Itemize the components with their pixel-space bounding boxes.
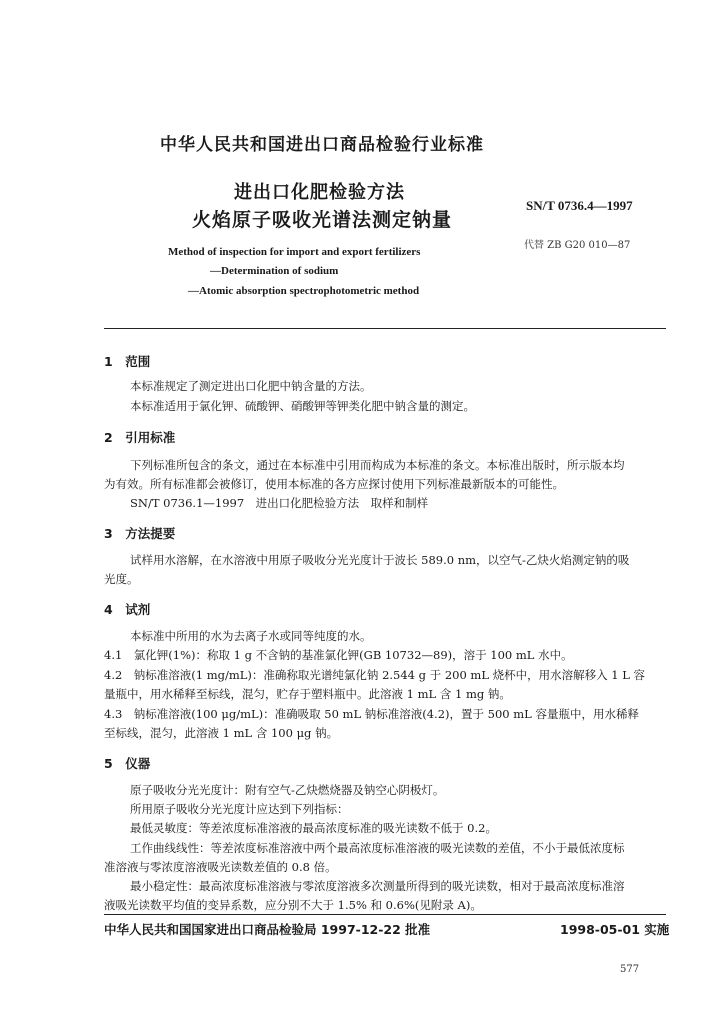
section-5-para-1: 原子吸收分光光度计：附有空气-乙炔燃烧器及钠空心阴极灯。 bbox=[130, 783, 445, 797]
standard-title-line1: 进出口化肥检验方法 bbox=[234, 182, 405, 203]
section-5-para-5a: 最小稳定性：最高浓度标准溶液与零浓度溶液多次测量所得到的吸光读数，相对于最高浓度标准溶 bbox=[130, 879, 625, 893]
standard-code: SN/T 0736.4—1997 bbox=[526, 198, 633, 213]
section-1-para-2: 本标准适用于氯化钾、硫酸钾、硝酸钾等钾类化肥中钠含量的测定。 bbox=[130, 399, 475, 413]
section-2-reference: SN/T 0736.1—1997 进出口化肥检验方法 取样和制样 bbox=[130, 496, 429, 510]
section-2-para-1a: 下列标准所包含的条文，通过在本标准中引用而构成为本标准的条文。本标准出版时，所示版本均 bbox=[130, 458, 625, 472]
section-5-para-4b: 准溶液与零浓度溶液吸光读数差值的 0.8 倍。 bbox=[104, 860, 337, 874]
section-5-para-4a: 工作曲线线性：等差浓度标准溶液中两个最高浓度标准溶液的吸光读数的差值，不小于最低浓度标 bbox=[130, 841, 625, 855]
english-title-line3: —Atomic absorption spectrophotometric method bbox=[188, 285, 420, 297]
section-4-heading: 4 试剂 bbox=[104, 602, 151, 617]
section-3-para-1b: 光度。 bbox=[104, 572, 139, 586]
english-title-line2: —Determination of sodium bbox=[210, 265, 339, 277]
section-4-3b: 至标线，混匀，此溶液 1 mL 含 100 μg 钠。 bbox=[104, 726, 339, 740]
page-number: 577 bbox=[620, 964, 640, 975]
approval-notice: 中华人民共和国国家进出口商品检验局 1997-12-22 批准 bbox=[104, 922, 431, 937]
section-4-3a: 4.3 钠标准溶液(100 μg/mL)：准确吸取 50 mL 钠标准溶液(4.2)，置于 500 mL 容量瓶中，用水稀释 bbox=[104, 707, 639, 721]
section-4-1: 4.1 氯化钾(1%)：称取 1 g 不含钠的基准氯化钾(GB 10732—89)，溶于 100 mL 水中。 bbox=[104, 648, 573, 662]
section-4-2b: 量瓶中，用水稀释至标线，混匀，贮存于塑料瓶中。此溶液 1 mL 含 1 mg 钠。 bbox=[104, 687, 511, 701]
header-divider bbox=[104, 328, 666, 329]
section-5-heading: 5 仪器 bbox=[104, 756, 151, 771]
section-4-para-0: 本标准中所用的水为去离子水或同等纯度的水。 bbox=[130, 629, 372, 643]
section-3-heading: 3 方法提要 bbox=[104, 526, 176, 541]
issuing-authority-header: 中华人民共和国进出口商品检验行业标准 bbox=[160, 135, 484, 155]
section-5-para-3: 最低灵敏度：等差浓度标准溶液的最高浓度标准的吸光读数不低于 0.2。 bbox=[130, 821, 497, 835]
footer-divider bbox=[104, 914, 666, 915]
section-3-para-1a: 试样用水溶解，在水溶液中用原子吸收分光光度计于波长 589.0 nm，以空气-乙炔火焰测定钠的吸 bbox=[130, 553, 630, 567]
section-4-2a: 4.2 钠标准溶液(1 mg/mL)：准确称取光谱纯氯化钠 2.544 g 于 200 mL 烧杯中，用水溶解移入 1 L 容 bbox=[104, 668, 646, 682]
standard-title-line2: 火焰原子吸收光谱法测定钠量 bbox=[192, 209, 453, 231]
english-title-line1: Method of inspection for import and export fertilizers bbox=[168, 246, 421, 258]
section-5-para-5b: 液吸光读数平均值的变异系数，应分别不大于 1.5% 和 0.6%(见附录 A)。 bbox=[104, 898, 482, 912]
section-2-heading: 2 引用标准 bbox=[104, 430, 176, 445]
section-5-para-2: 所用原子吸收分光光度计应达到下列指标： bbox=[130, 802, 349, 816]
section-2-para-1b: 为有效。所有标准都会被修订，使用本标准的各方应探讨使用下列标准最新版本的可能性。 bbox=[104, 477, 564, 491]
section-1-heading: 1 范围 bbox=[104, 354, 151, 369]
section-1-para-1: 本标准规定了测定进出口化肥中钠含量的方法。 bbox=[130, 379, 372, 393]
replaces-standard: 代替 ZB G20 010—87 bbox=[524, 240, 631, 251]
implementation-date: 1998-05-01 实施 bbox=[560, 922, 670, 937]
